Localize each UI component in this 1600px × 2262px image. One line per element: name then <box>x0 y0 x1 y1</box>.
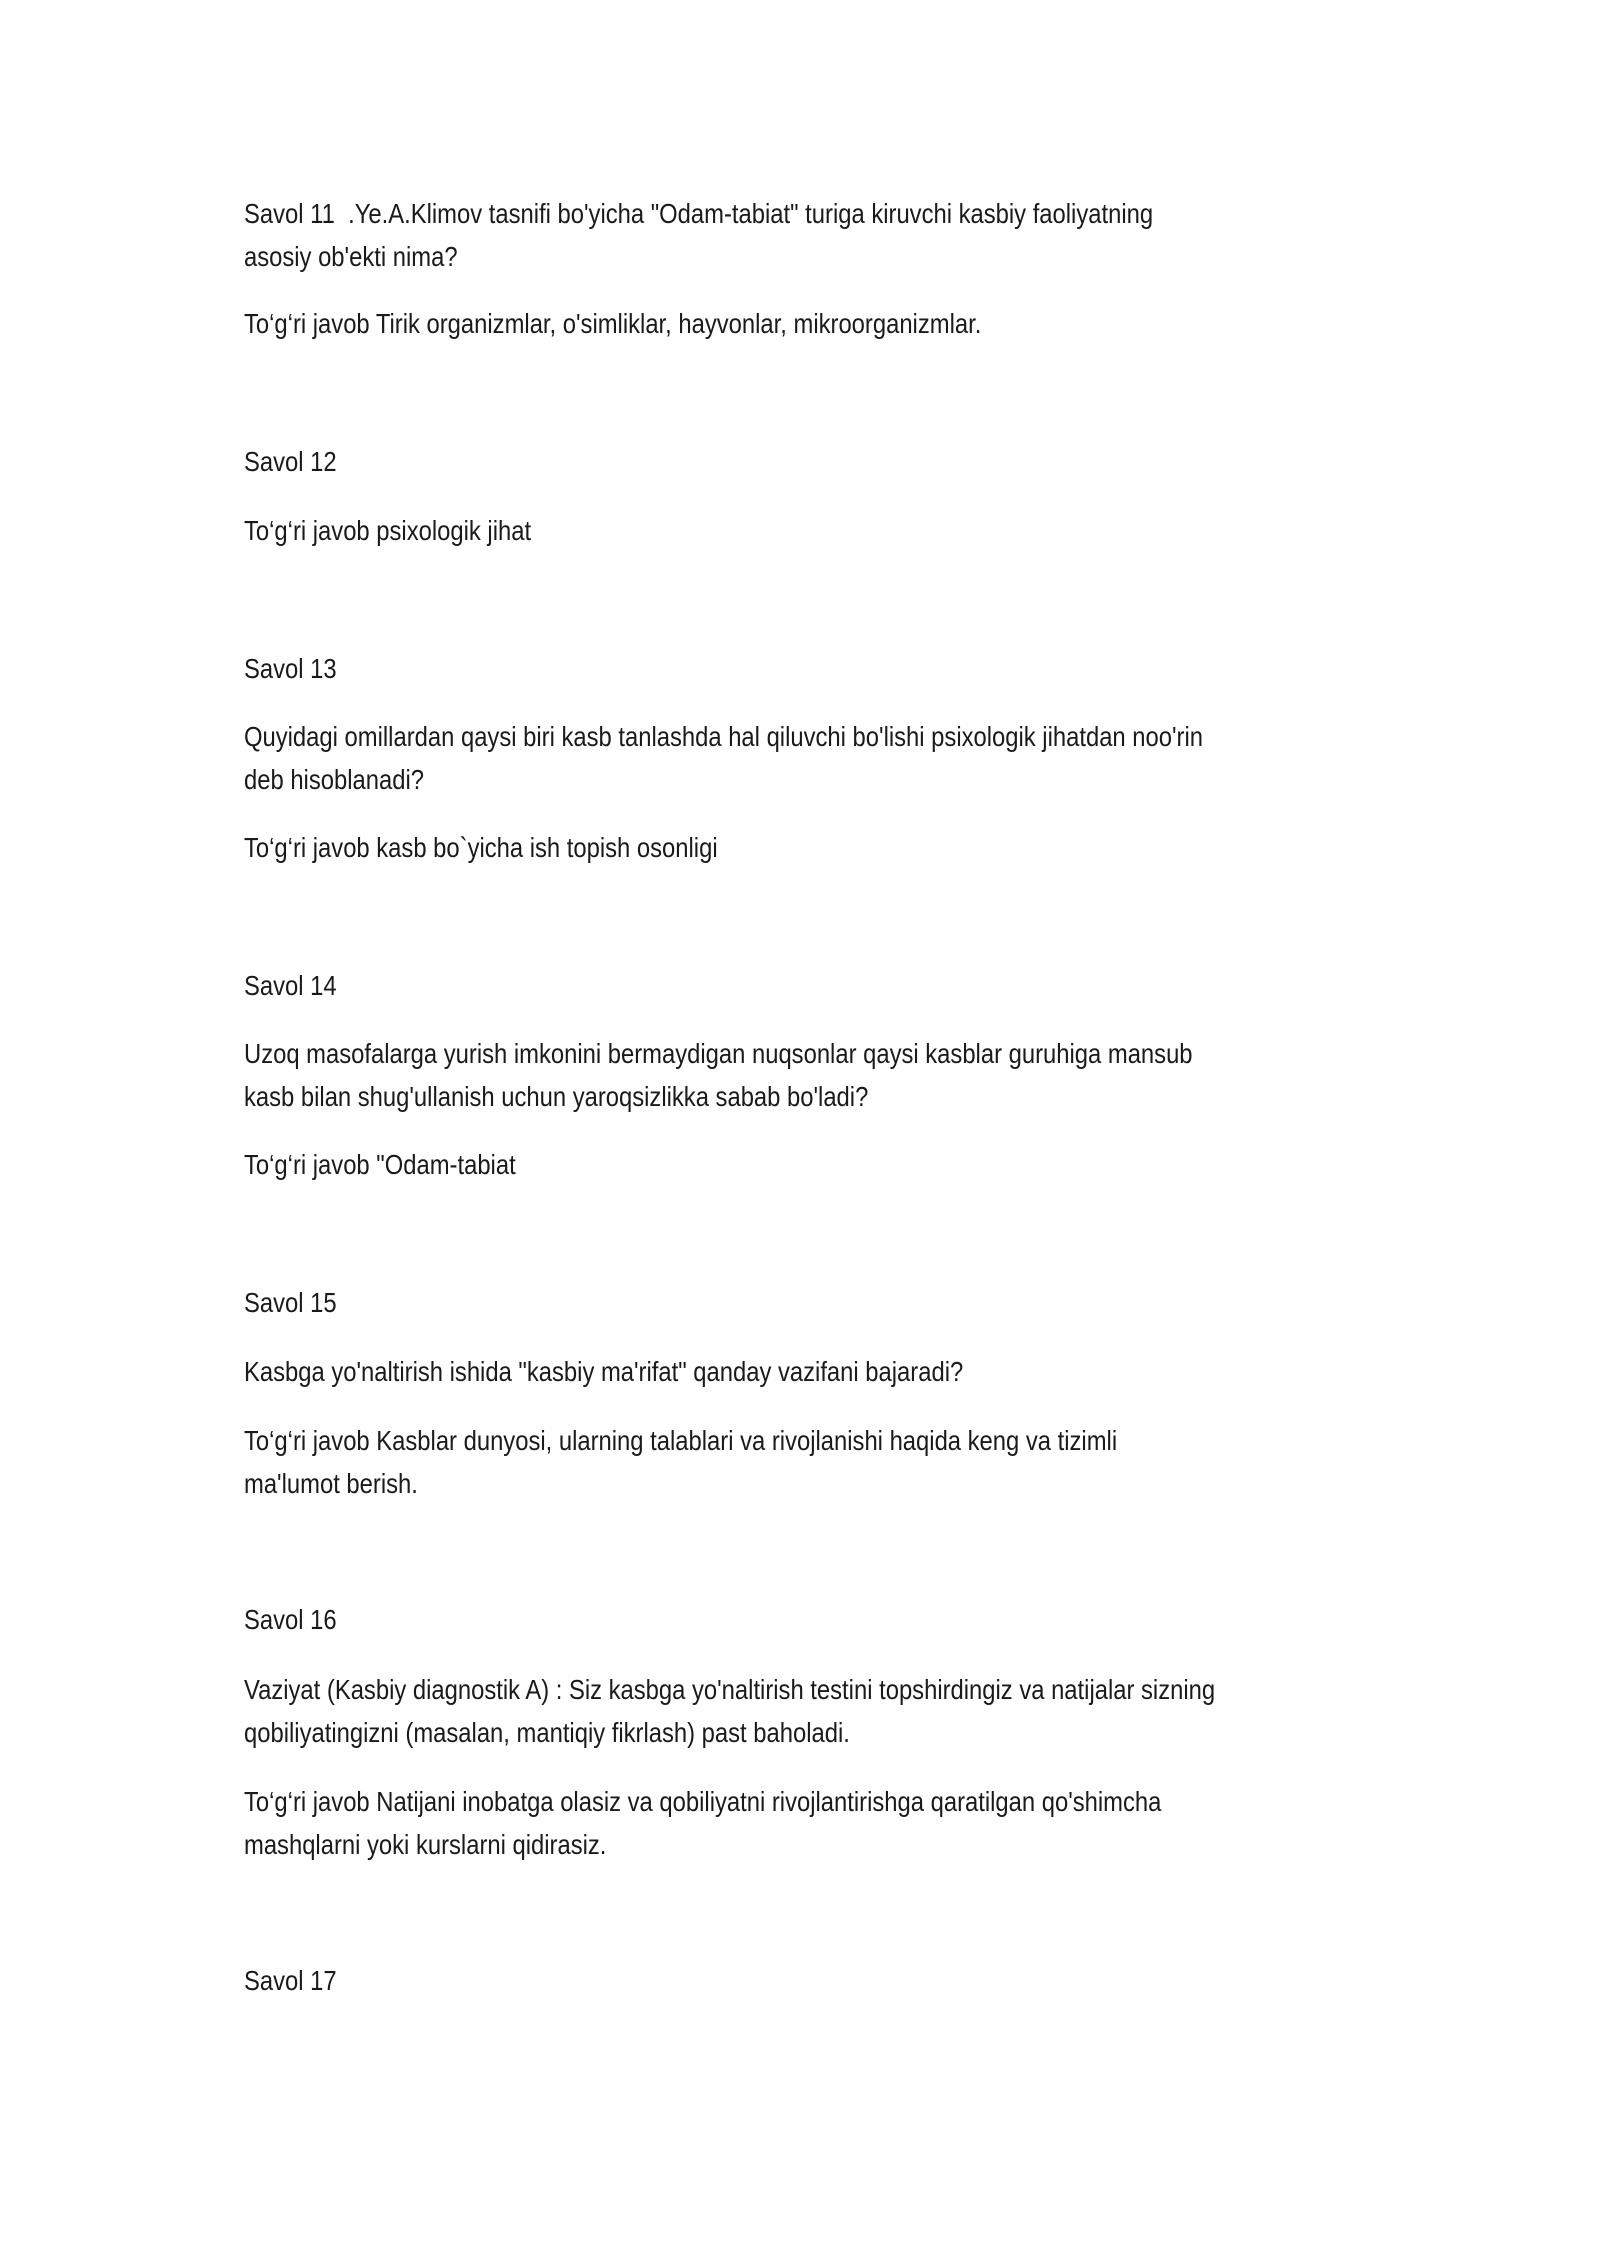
savol-11-heading: Savol 11 .Ye.A.Klimov tasnifi bo'yicha "Odam-tabiat" turiga kiruvchi kasbiy faoliyatning asosiy ob'ekti nima? <box>244 198 1154 272</box>
savol-14-heading: Savol 14 <box>244 970 337 1001</box>
savol-12-heading: Savol 12 <box>244 446 337 477</box>
savol-14-answer: To‘g‘ri javob "Odam-tabiat <box>244 1149 516 1180</box>
savol-16-answer: To‘g‘ri javob Natijani inobatga olasiz va qobiliyatni rivojlantirishga qaratilgan qo'shimcha mashqlarni yoki kurslarni qidirasiz. <box>244 1786 1162 1860</box>
savol-17-heading: Savol 17 <box>244 1965 337 1996</box>
savol-11-answer: To‘g‘ri javob Tirik organizmlar, o'simliklar, hayvonlar, mikroorganizmlar. <box>244 308 982 339</box>
savol-13-heading: Savol 13 <box>244 653 337 684</box>
savol-15-answer: To‘g‘ri javob Kasblar dunyosi, ularning talablari va rivojlanishi haqida keng va tizimli ma'lumot berish. <box>244 1425 1118 1499</box>
savol-12-answer: To‘g‘ri javob psixologik jihat <box>244 515 532 546</box>
savol-15-heading: Savol 15 <box>244 1287 337 1318</box>
savol-16-question: Vaziyat (Kasbiy diagnostik A) : Siz kasbga yo'naltirish testini topshirdingiz va natijalar sizning qobiliyatingizni (masalan, mantiqiy fikrlash) past baholadi. <box>244 1674 1216 1748</box>
savol-16-heading: Savol 16 <box>244 1604 337 1635</box>
savol-13-question: Quyidagi omillardan qaysi biri kasb tanlashda hal qiluvchi bo'lishi psixologik jihatdan noo'rin deb hisoblanadi? <box>244 721 1203 795</box>
savol-13-answer: To‘g‘ri javob kasb bo`yicha ish topish osonligi <box>244 832 718 863</box>
savol-15-question: Kasbga yo'naltirish ishida "kasbiy ma'rifat" qanday vazifani bajaradi? <box>244 1356 964 1387</box>
savol-14-question: Uzoq masofalarga yurish imkonini bermaydigan nuqsonlar qaysi kasblar guruhiga mansub kasb bilan shug'ullanish uchun yaroqsizlikka sabab bo'ladi? <box>244 1038 1193 1112</box>
